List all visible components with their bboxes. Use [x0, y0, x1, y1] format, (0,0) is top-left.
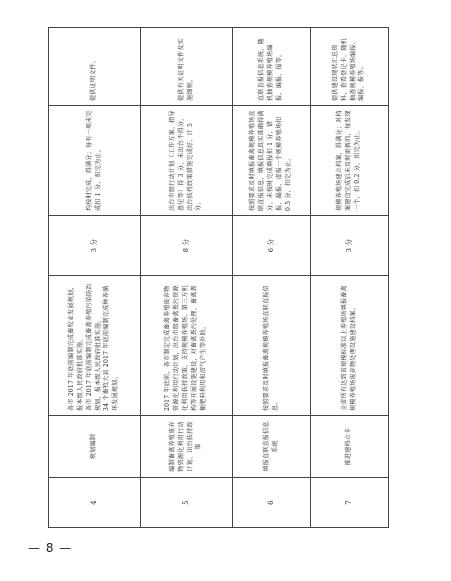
item-name: 填报直联直报信息系统	[233, 416, 311, 478]
content-paragraph: 全省所有达到省规模标准以上养殖场填报畜禽规模养殖场废弃物处理设施建设档案。	[340, 285, 357, 411]
evidence-requirement: 直联直报信息系统，随机抽查规模养殖场编报、编报、报等。	[233, 28, 311, 106]
item-name: 编制畜禽养殖废弃物资源化利用行动计划、出台扶持政策	[141, 416, 233, 478]
row-number: 6	[233, 478, 311, 528]
table-row	[233, 28, 311, 528]
table-row	[311, 28, 389, 528]
evidence-requirement: 提供证明文件。	[49, 28, 141, 106]
evidence-requirement: 提供有关证明文件及实施细则。	[141, 28, 233, 106]
item-score: 3 分	[311, 216, 389, 276]
content-paragraph: 按照要求及时填报畜禽规模养殖场直联直报信息。	[262, 285, 279, 411]
row-number: 4	[49, 478, 141, 528]
scoring-method: 按照要求及时填报畜禽规模养殖场直联直报信息，填报信息真实准确得满分。未按时完成填报扣 1 分，错报、漏报、虚报一个规模养殖场扣 0.5 分，扣完为止。	[233, 106, 311, 216]
table-row	[141, 28, 233, 528]
rotated-page-content	[48, 28, 388, 528]
content-paragraph: 2017 年底前，各市制定完成畜禽养殖废弃物资源化利用行动计划，出台市级畜禽粪污资源化利用扶持政策，支持规模养殖场、第三方机构等开展设施建设，对畜禽粪污处理、畜禽粪便肥料利用和沼气产生等补助。	[164, 285, 207, 411]
item-content	[233, 276, 311, 416]
evidence-requirement: 提供建设现状汇总资料，查看登记卡，随机抽查规模养殖场编报、编报、报等。	[311, 28, 389, 106]
item-content	[141, 276, 233, 416]
item-content	[49, 276, 141, 416]
item-score: 3 分	[49, 216, 141, 276]
item-name: 规划编制	[49, 416, 141, 478]
content-paragraph: 各市 2017 年底前编制完成畜禽养殖污染防治规划，报本级人民政府批准实施。	[85, 283, 102, 411]
table-row	[49, 28, 141, 528]
item-content	[311, 276, 389, 416]
scoring-method: 规模养殖场建立档案，得满分；对档案建设完成后未及时更新的，每发现一个，扣 0.2 分，扣完为止。	[311, 106, 389, 216]
row-number: 5	[141, 478, 233, 528]
scoring-method: 均按时完成，得满分；每有一项未完成扣 1 分，扣完为止。	[49, 106, 141, 216]
page-number: — 8 —	[28, 541, 73, 555]
item-score: 8 分	[141, 216, 233, 276]
evaluation-table	[48, 27, 389, 528]
content-paragraph: 34 个畜牧大县 2017 年底前编制完成种养循环发展规划。	[103, 285, 120, 411]
item-score: 6 分	[233, 216, 311, 276]
scoring-method: 出台市级行动计划（工作方案、指导意见等）得 3 分，未出台不得分。出台扶持政策措施完成好，计 5 分。	[141, 106, 233, 216]
row-number: 7	[311, 478, 389, 528]
content-paragraph: 各市 2017 年底前编制完成畜牧业发展规划，报本级人民政府批准实施。	[68, 283, 84, 411]
item-name: 推进建档立卡	[311, 416, 389, 478]
